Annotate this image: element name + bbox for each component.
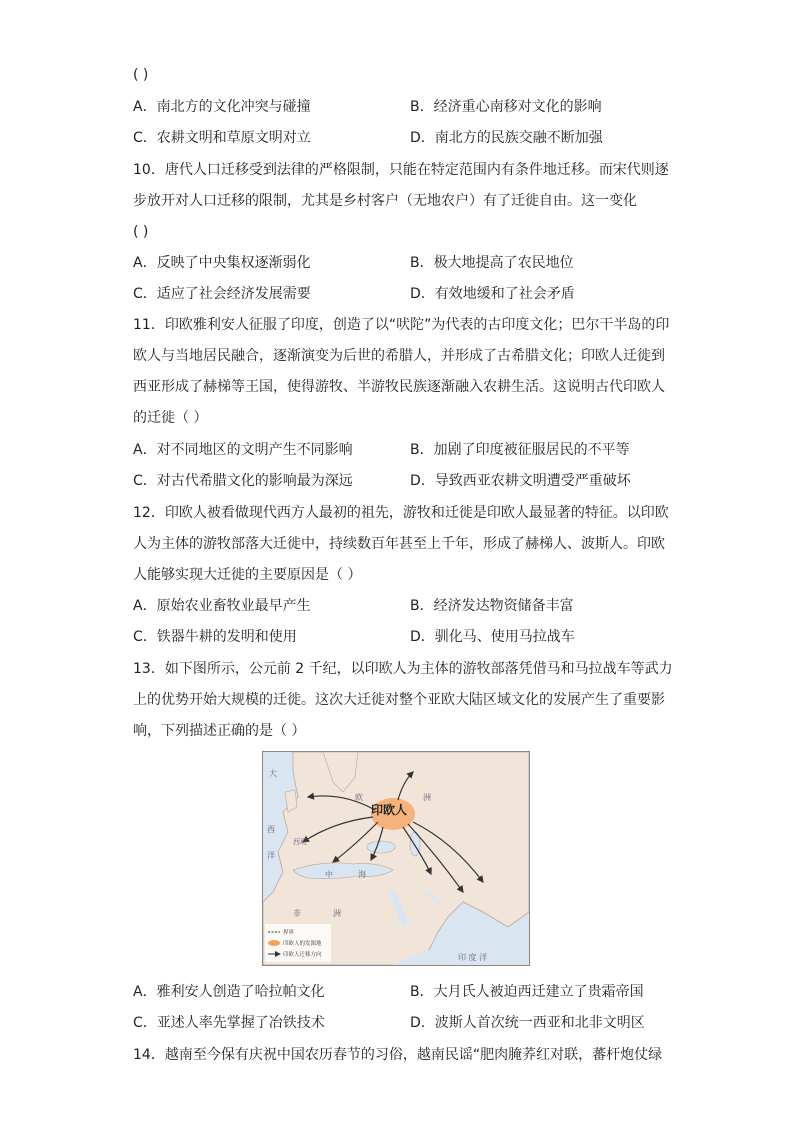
q10-answer-bracket: ( ): [133, 224, 149, 240]
q12-option-d[interactable]: D．驯化马、使用马拉战车: [410, 629, 575, 645]
map-label-center: 印欧人: [371, 803, 408, 817]
q11-option-c[interactable]: C．对古代希腊文化的影响最为深远: [133, 473, 353, 489]
q13-option-a[interactable]: A．雅利安人创造了哈拉帕文化: [133, 984, 325, 1000]
map-label-xiban: 西班: [293, 838, 307, 846]
q9-option-a[interactable]: A．南北方的文化冲突与碰撞: [133, 99, 311, 115]
map-label-fei-zhou: 洲: [333, 909, 341, 918]
q9-answer-bracket: ( ): [133, 67, 149, 83]
q10-option-d[interactable]: D．有效地缓和了社会矛盾: [410, 286, 575, 302]
legend-direction-text: 印欧人迁移方向: [283, 952, 322, 958]
q11-option-a[interactable]: A．对不同地区的文明产生不同影响: [133, 442, 353, 458]
q13-option-c[interactable]: C．亚述人率先掌握了冶铁技术: [133, 1015, 325, 1031]
q11-stem-line1: 11．印欧雅利安人征服了印度，创造了以“吠陀”为代表的古印度文化；巴尔干半岛的印: [133, 317, 670, 333]
q12-stem-line3: 人能够实现大迁徙的主要原因是（ ）: [133, 567, 362, 583]
map-label-zhong: 中: [325, 870, 333, 879]
q9-option-c[interactable]: C．农耕文明和草原文明对立: [133, 130, 311, 146]
q13-stem-line2: 上的优势开始大规模的迁徙。这次大迁徙对整个亚欧大陆区域文化的发展产生了重要影: [133, 692, 665, 708]
map-label-xi: 西: [267, 825, 275, 834]
map-label-hai: 海: [358, 870, 366, 879]
map-label-zhou: 洲: [423, 793, 431, 802]
q12-option-a[interactable]: A．原始农业畜牧业最早产生: [133, 598, 311, 614]
q13-stem-line1: 13．如下图所示，公元前 2 千纪，以印欧人为主体的游牧部落凭借马和马拉战车等武力: [133, 661, 673, 677]
q14-stem-line1: 14．越南至今保有庆祝中国农历春节的习俗，越南民谣“肥肉腌荞红对联，蕃杆炮仗绿: [133, 1047, 663, 1063]
map-label-ou: 欧: [355, 793, 363, 802]
q12-stem-line2: 人为主体的游牧部落大迁徙中，持续数百年甚至上千年，形成了赫梯人、波斯人。印欧: [133, 536, 665, 552]
map-label-yang: 洋: [267, 851, 275, 860]
q12-stem-line1: 12．印欧人被看做现代西方人最初的祖先，游牧和迁徙是印欧人最显著的特征。以印欧: [133, 505, 669, 521]
q10-stem-line1: 10．唐代人口迁移受到法律的严格限制，只能在特定范围内有条件地迁移。而宋代则逐: [133, 162, 669, 178]
map-label-fei: 非: [293, 909, 301, 918]
legend-origin-symbol: [268, 940, 280, 946]
q10-option-a[interactable]: A．反映了中央集权逐渐弱化: [133, 255, 311, 271]
q13-stem-line3: 响，下列描述正确的是（ ）: [133, 723, 306, 739]
q11-option-d[interactable]: D．导致西亚农耕文明遭受严重破坏: [410, 473, 631, 489]
q11-stem-line2: 欧人与当地居民融合，逐渐演变为后世的希腊人，并形成了古希腊文化；印欧人迁徙到: [133, 348, 665, 364]
q9-option-b[interactable]: B．经济重心南移对文化的影响: [410, 99, 602, 115]
q11-stem-line3: 西亚形成了赫梯等王国，使得游牧、半游牧民族逐渐融入农耕生活。这说明古代印欧人: [133, 379, 665, 395]
indo-european-migration-map: [262, 751, 530, 966]
legend-boundary-text: 界界: [283, 930, 295, 936]
q12-option-b[interactable]: B．经济发达物资储备丰富: [410, 598, 574, 614]
q9-option-d[interactable]: D．南北方的民族交融不断加强: [410, 130, 603, 146]
map-label-da: 大: [269, 769, 277, 778]
q10-stem-line2: 步放开对人口迁移的限制，尤其是乡村客户（无地农户）有了迁徙自由。这一变化: [133, 193, 637, 209]
q11-option-b[interactable]: B．加剧了印度被征服居民的不平等: [410, 442, 630, 458]
map-label-yindu: 印 度 洋: [458, 953, 488, 962]
map-graphic: [263, 752, 529, 965]
q10-option-c[interactable]: C．适应了社会经济发展需要: [133, 286, 311, 302]
q12-option-c[interactable]: C．铁器牛耕的发明和使用: [133, 629, 297, 645]
q11-stem-line4: 的迁徙（ ）: [133, 410, 208, 426]
legend-origin-text: 印欧人的发源地: [283, 941, 322, 947]
q13-option-b[interactable]: B．大月氏人被迫西迁建立了贵霜帝国: [410, 984, 644, 1000]
q13-option-d[interactable]: D．波斯人首次统一西亚和北非文明区: [410, 1015, 645, 1031]
q10-option-b[interactable]: B．极大地提高了农民地位: [410, 255, 574, 271]
